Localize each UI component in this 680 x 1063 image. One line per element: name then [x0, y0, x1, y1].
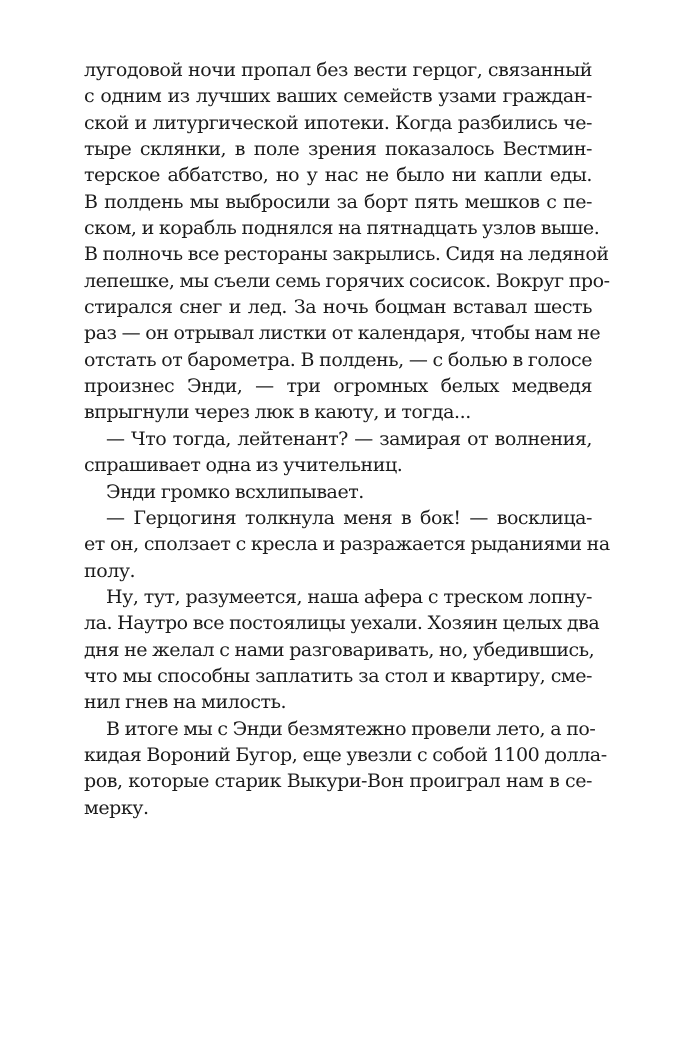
- text-line: кидая Вороний Бугор, еще увезли с собой 1100 долла-: [84, 743, 607, 766]
- text-line: ет он, сползает с кресла и разражается рыданиями на: [84, 533, 610, 556]
- text-line: тыре склянки, в поле зрения показалось Вестмин-: [84, 138, 592, 161]
- text-line: отстать от барометра. В полдень, — с болью в голосе: [84, 348, 592, 371]
- text-line: ском, и корабль поднялся на пятнадцать узлов выше.: [84, 217, 600, 240]
- page-body-text: [84, 57, 610, 821]
- text-line: — Герцогиня толкнула меня в бок! — восклица-: [106, 506, 592, 529]
- text-line: нил гнев на милость.: [84, 691, 287, 714]
- text-line: ров, которые старик Выкури-Вон проиграл нам в се-: [84, 770, 592, 793]
- text-line: В полночь все рестораны закрылись. Сидя на ледяной: [84, 243, 609, 266]
- text-line: с одним из лучших ваших семейств узами граждан-: [84, 85, 592, 108]
- text-line: — Что тогда, лейтенант? — замирая от волнения,: [106, 427, 592, 450]
- text-line: Ну, тут, разумеется, наша афера с треском лопну-: [106, 585, 592, 608]
- text-line: ла. Наутро все постоялицы уехали. Хозяин целых два: [84, 612, 600, 635]
- text-line: впрыгнули через люк в каюту, и тогда...: [84, 401, 471, 424]
- text-line: В итоге мы с Энди безмятежно провели лето, а по-: [106, 717, 596, 740]
- text-line: лугодовой ночи пропал без вести герцог, связанный: [84, 59, 592, 81]
- text-line: В полдень мы выбросили за борт пять мешков с пе-: [84, 190, 592, 213]
- text-line: дня не желал с нами разговаривать, но, убедившись,: [84, 638, 595, 661]
- text-line: спрашивает одна из учительниц.: [84, 454, 403, 477]
- text-line: стирался снег и лед. За ночь боцман вставал шесть: [84, 296, 592, 319]
- text-line: терское аббатство, но у нас не было ни капли еды.: [84, 164, 592, 187]
- text-line: Энди громко всхлипывает.: [106, 480, 364, 503]
- text-line: мерку.: [84, 796, 149, 819]
- text-line: что мы способны заплатить за стол и квартиру, сме-: [84, 664, 592, 687]
- text-line: произнес Энди, — три огромных белых медведя: [84, 375, 592, 398]
- text-line: ской и литургической ипотеки. Когда разбились че-: [84, 111, 592, 134]
- text-line: раз — он отрывал листки от календаря, чтобы нам не: [84, 322, 601, 345]
- text-line: полу.: [84, 559, 136, 582]
- text-line: лепешке, мы съели семь горячих сосисок. Вокруг про-: [84, 269, 610, 292]
